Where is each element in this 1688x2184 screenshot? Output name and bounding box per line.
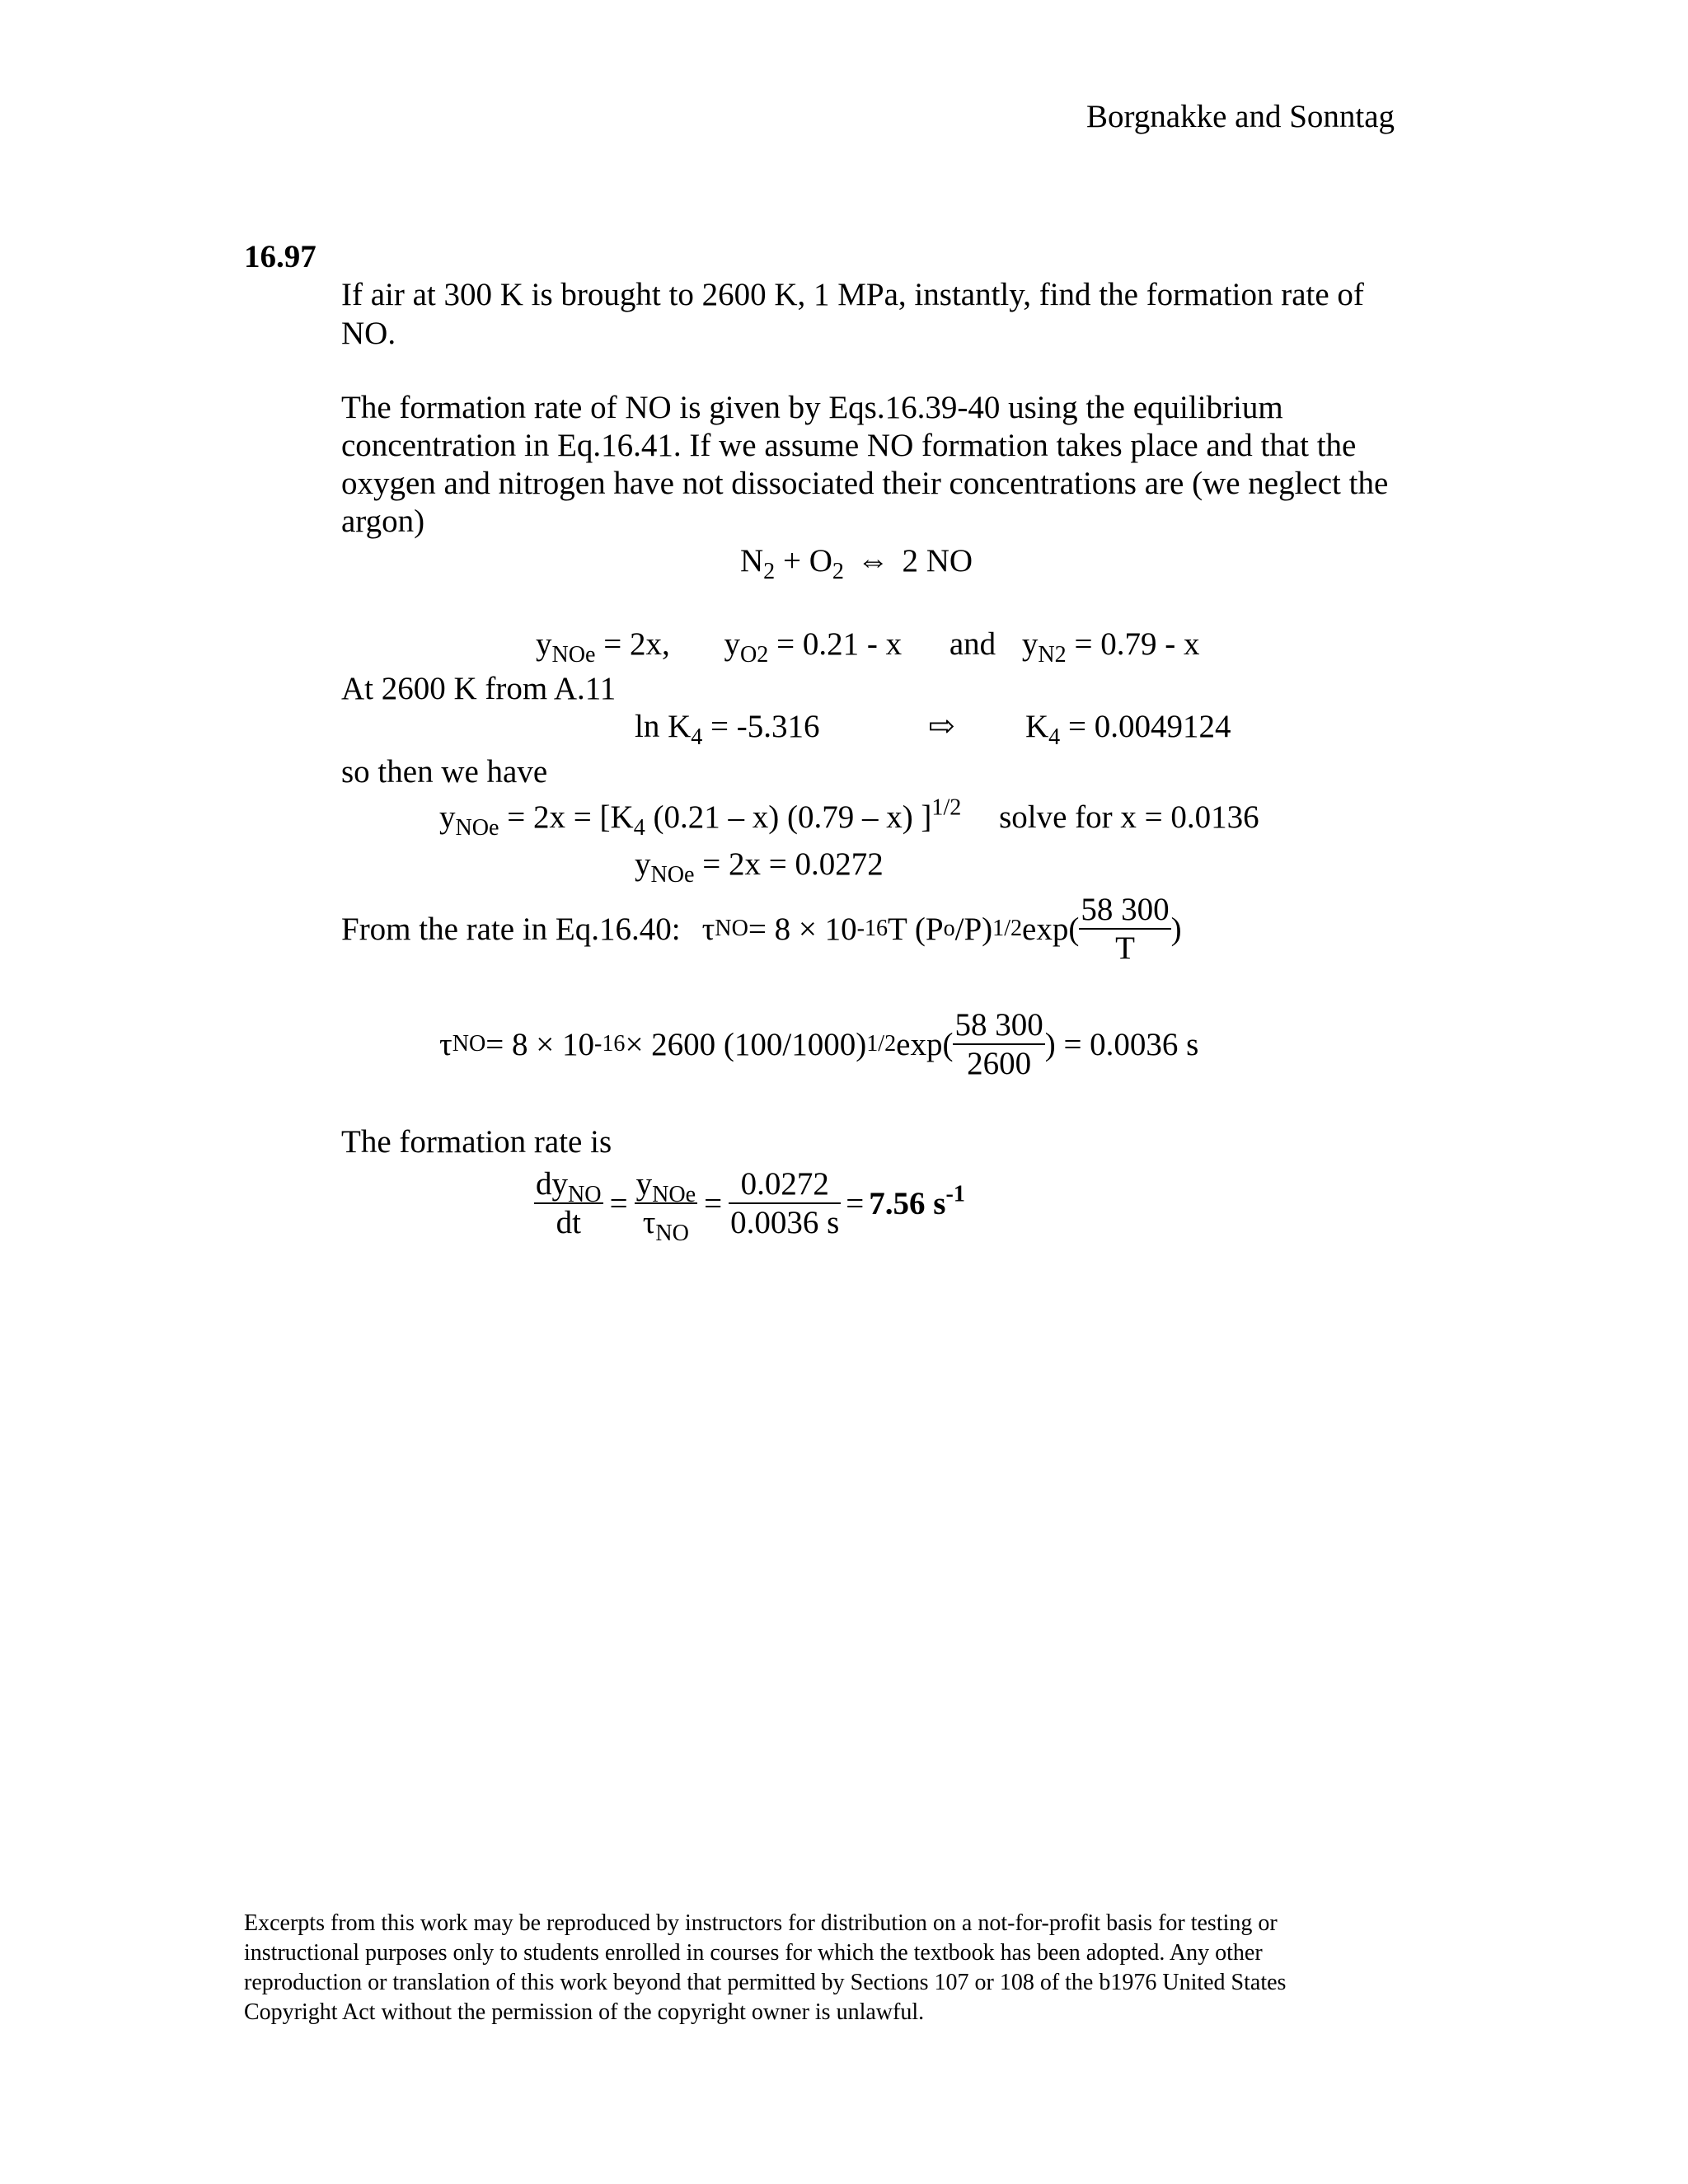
problem-statement-line-1: If air at 300 K is brought to 2600 K, 1 MPa, instantly, find the formation rate of (341, 277, 1364, 312)
ynoe-solve-equation: $y_{NOe} = 2x = [K_4$ (0.21 – x) (0.79 – x) ]$^{1/2}$ solve for x = 0.0136 (439, 794, 1259, 841)
y-over-tau-fraction: $\frac{y_{NOe}}{\tau_{NO}}$ (635, 1166, 696, 1246)
running-title: Borgnakke and Sonntag (1086, 99, 1395, 134)
paragraph-line-4: argon) (341, 504, 425, 539)
footer-line-3: reproduction or translation of this work beyond that permitted by Sections 107 or 108 of the b1976 United States (244, 1970, 1287, 1995)
footer-line-4: Copyright Act without the permission of the copyright owner is unlawful. (244, 1999, 925, 2025)
tau-general-equation: From the rate in Eq.16.40: τ NO = 8 × 10 -16 T (P o /P) 1/2 exp( $\frac{58 300}{T}$ ) (341, 892, 1182, 966)
reaction-equation: $N_2 + O_2$ ⇔ 2 NO (740, 543, 973, 584)
problem-number: 16.97 (244, 239, 316, 274)
exponent-fraction-value: $\frac{58 300}{2600}$ (954, 1007, 1043, 1081)
tau-value-equation: τ NO = 8 × 10 -16 × 2600 (100/1000) 1/2 exp( $\frac{58 300}{2600}$ ) = 0.0036 s (439, 1007, 1199, 1081)
formation-rate-equation: $\frac{dy_{NO}}{dt}$ = $\frac{y_{NOe}}{\tau_{NO}}$ = $\frac{0.0272}{0.0036 s}$ = 7.56 $s^{-1}$ (536, 1166, 965, 1246)
concentration-equations: $y_{NOe} = 2x$, $y_{O2} = 0.21 - x$ and $y_{N2} = 0.79 - x$ (536, 626, 1200, 668)
paragraph-line-3: oxygen and nitrogen have not dissociated their concentrations are (we neglect the (341, 466, 1389, 501)
footer-line-2: instructional purposes only to students enrolled in courses for which the textbook has been adopted. Any other (244, 1940, 1263, 1966)
problem-statement-line-2: NO. (341, 316, 396, 351)
dy-dt-fraction: $\frac{dy_{NO}}{dt}$ (536, 1166, 602, 1240)
exponent-fraction: $\frac{58 300}{T}$ (1081, 892, 1170, 966)
ynoe-value-equation: $y_{NOe} = 2x = 0.0272$ (635, 846, 884, 888)
ln-k4-equation: $\ln K_4 = -5.316$ (635, 709, 820, 750)
at-2600-label: At 2600 K from A.11 (341, 671, 617, 706)
formation-rate-result: 7.56 $s^{-1}$ (869, 1181, 965, 1221)
implies-arrow-icon: ⇨ (928, 709, 955, 744)
k4-value: $K_4 = 0.0049124$ (1025, 709, 1231, 750)
copyright-footer (244, 1909, 1286, 2027)
footer-line-1: Excerpts from this work may be reproduced by instructors for distribution on a not-for-profit basis for testing or (244, 1910, 1278, 1936)
paragraph-line-1: The formation rate of NO is given by Eqs.16.39-40 using the equilibrium (341, 390, 1283, 425)
numeric-fraction: $\frac{0.0272}{0.0036 s}$ (730, 1166, 840, 1240)
so-then-label: so then we have (341, 754, 548, 790)
double-arrow-icon: ⇔ (856, 543, 889, 579)
formation-rate-label: The formation rate is (341, 1124, 612, 1160)
paragraph-line-2: concentration in Eq.16.41. If we assume NO formation takes place and that the (341, 428, 1357, 463)
rate-intro-label: From the rate in Eq.16.40: (341, 911, 681, 947)
